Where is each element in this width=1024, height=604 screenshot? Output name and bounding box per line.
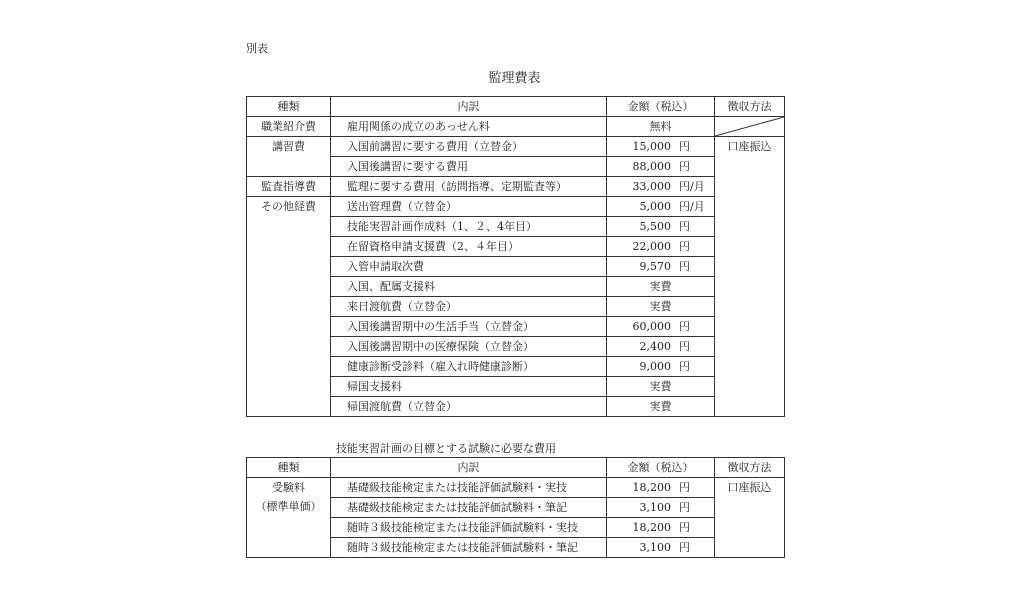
fee-amount: 3,100 円 [607,498,715,518]
fee-amount: 5,500 円 [607,217,715,237]
supervision-fee-table [246,96,785,417]
header-amount: 金額（税込） [607,97,715,117]
header-item: 内訳 [331,97,607,117]
fee-amount: 9,000 円 [607,357,715,377]
fee-amount: 22,000 円 [607,237,715,257]
fee-amount: 実費 [607,397,715,417]
header-amount: 金額（税込） [607,458,715,478]
fee-item: 帰国支援料 [331,377,607,397]
fee-item: 基礎級技能検定または技能評価試験料・実技 [331,478,607,498]
fee-amount: 9,570 円 [607,257,715,277]
table-row [247,137,785,157]
fee-amount: 15,000 円 [607,137,715,157]
table-row [247,197,785,217]
fee-amount: 33,000 円/月 [607,177,715,197]
fee-type: 講習費 [247,137,331,177]
table-header-row [247,97,785,117]
fee-item: 雇用関係の成立のあっせん料 [331,117,607,137]
payment-method: 口座振込 [715,137,785,417]
fee-type: 職業紹介費 [247,117,331,137]
fee-amount: 18,200 円 [607,518,715,538]
fee-item: 基礎級技能検定または技能評価試験料・筆記 [331,498,607,518]
fee-item: 随時３級技能検定または技能評価試験料・筆記 [331,538,607,558]
fee-item: 帰国渡航費（立替金） [331,397,607,417]
header-method: 徴収方法 [715,458,785,478]
fee-amount: 88,000 円 [607,157,715,177]
fee-item: 入国後講習期中の生活手当（立替金） [331,317,607,337]
fee-item: 入管申請取次費 [331,257,607,277]
fee-item: 技能実習計画作成料（1、２、4年目） [331,217,607,237]
fee-item: 健康診断受診料（雇入れ時健康診断） [331,357,607,377]
page-title: 監理費表 [488,71,541,86]
fee-amount: 18,200 円 [607,478,715,498]
exam-fee-caption: 技能実習計画の目標とする試験に必要な費用 [336,442,556,455]
fee-amount: 2,400 円 [607,337,715,357]
fee-item: 入国前講習に要する費用（立替金） [331,137,607,157]
fee-amount: 5,000 円/月 [607,197,715,217]
fee-type-line: （標準単価） [255,500,322,513]
fee-amount: 無料 [607,117,715,137]
fee-item: 入国後講習に要する費用 [331,157,607,177]
fee-type: 監査指導費 [247,177,331,197]
fee-item: 来日渡航費（立替金） [331,297,607,317]
fee-type-line: 受験料 [272,481,305,494]
header-item: 内訳 [331,458,607,478]
annex-label: 別表 [246,42,268,55]
table-row [247,478,785,498]
fee-amount: 3,100 円 [607,538,715,558]
fee-amount: 実費 [607,297,715,317]
diagonal-slash-cell [715,117,785,137]
header-method: 徴収方法 [715,97,785,117]
header-type: 種類 [247,458,331,478]
fee-item: 入国、配属支援料 [331,277,607,297]
table-row [247,117,785,137]
fee-item: 送出管理費（立替金） [331,197,607,217]
fee-type: その他経費 [247,197,331,417]
exam-fee-table [246,457,785,558]
fee-item: 入国後講習期中の医療保険（立替金） [331,337,607,357]
payment-method: 口座振込 [715,478,785,558]
header-type: 種類 [247,97,331,117]
fee-amount: 実費 [607,377,715,397]
fee-type [247,478,331,558]
fee-amount: 実費 [607,277,715,297]
table-row [247,177,785,197]
fee-item: 監理に要する費用（訪問指導、定期監査等） [331,177,607,197]
table-header-row [247,458,785,478]
diagonal-slash-icon [715,117,784,136]
fee-item: 在留資格申請支援費（2、４年目） [331,237,607,257]
fee-item: 随時３級技能検定または技能評価試験料・実技 [331,518,607,538]
fee-amount: 60,000 円 [607,317,715,337]
